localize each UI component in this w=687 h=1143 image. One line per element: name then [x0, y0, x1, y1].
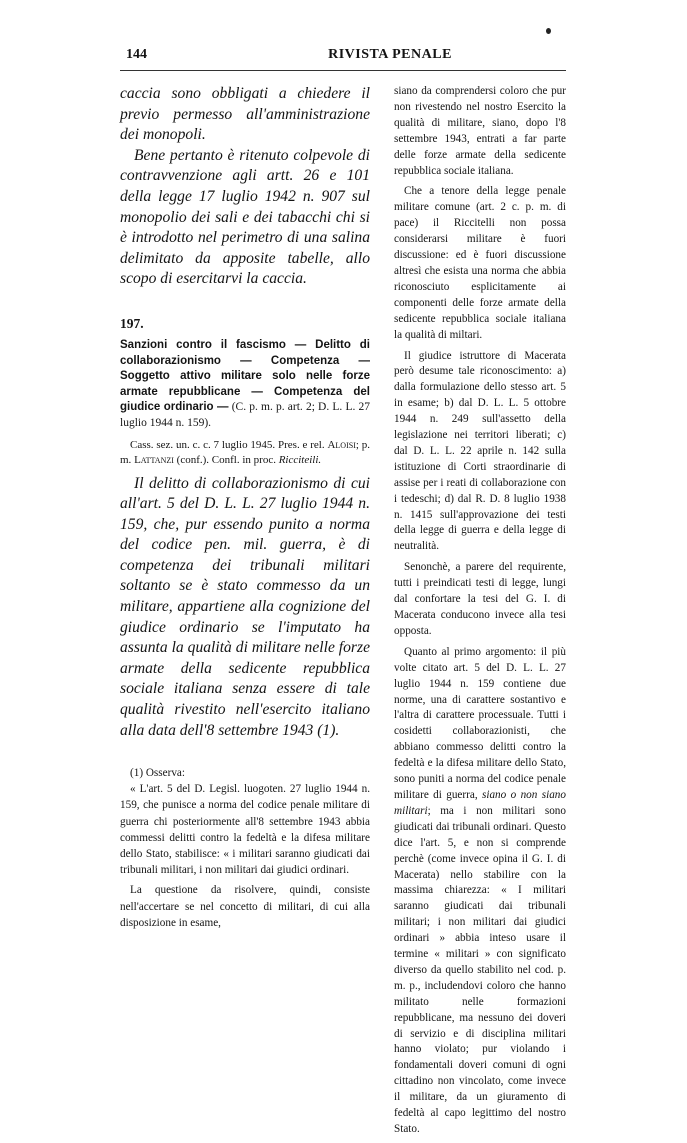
running-title: RIVISTA PENALE	[328, 47, 452, 62]
left-column	[120, 84, 370, 935]
ink-dot	[546, 28, 551, 34]
intro-paragraph: caccia sono obbligati a chiedere il previo permesso all'amministrazione dei monopoli.	[120, 85, 370, 144]
main-maxim: Il delitto di collaborazionismo di cui all'art. 5 del D. L. L. 27 luglio 1944 n. 159, che, pur essendo punito a norma del codice pen. mil. guerra, è di competenza dei tribunali militari soltanto se è stato commesso da un militare, appartiene alla cognizione del giudice ordinario se l'imputato ha assunta la qualità di militare nelle forze armate della sedicente repubblica sociale italiana senza essere di tale qualità rivestito nell'esercito italiano alla data dell'8 settembre 1943 (1).	[120, 474, 370, 739]
citation-president: Aloisi	[327, 438, 356, 451]
case-heading	[120, 338, 370, 432]
p5-lead: Quanto al primo argomento: il più volte citato art. 5 del D. L. L. 27 luglio 1944 n. 159 contiene due norme, una di carattere sostantivo e l'altra di carattere processuale. Tutti i cosidetti collaborazionisti, che abbiano commesso delitti contro la fedeltà e la difesa militare dello Stato, sono puniti a norma del codice penale militare di guerra,	[394, 645, 566, 801]
right-paragraph-5	[394, 645, 566, 1138]
note-label: (1) Osserva:	[130, 767, 185, 780]
note-quote: « L'art. 5 del D. Legisl. luogoten. 27 luglio 1944 n. 159, che punisce a norma del codice penale militare di guerra chi posteriormente all'8 settembre 1943 abbia commessi delitti contro la fedeltà e la difesa militare dello Stato, stabilisce: « i militari saranno giudicati dai tribunali militari, i non militari dai giudici ordinari.	[120, 783, 370, 877]
heading-refs: (C. p. m. p. art. 2; D. L. L. 27 luglio 1944 n. 159).	[120, 401, 370, 429]
p5-italic: siano o non siano militari	[394, 788, 566, 817]
p5-tail: ; ma i non militari sono giudicati dai tribunali ordinari. Questo dice l'art. 5, e non si comprende perchè (come invece opina il G. I. di Macerata) nello stabilire con la massima chiarezza: « I militari saranno giudicati dai tribunali militari; i non militari dai giudici ordinari » abbia inteso usare il termine « militari » con significato diverso da quello stabilito nel cod. p. m. p., includendovi coloro che hanno militato nelle formazioni repubblicane, ma nessuno dei doveri di servizio e di disciplina militari hanno violato; pur violando i fondamentali doveri comuni di ogni cittadino non vincolato, come invece il militare, da un giuramento di fedeltà al capo legittimo del nostro Stato.	[394, 804, 566, 1135]
right-paragraph-4: Senonchè, a parere del requirente, tutti i preindicati testi di legge, lungi dal confortare la tesi del G. I. di Macerata conducono invece alla tesi opposta.	[394, 561, 566, 637]
right-paragraph-3: Il giudice istruttore di Macerata però desume tale riconoscimento: a) dalla formulazione dello stesso art. 5 in esame; b) dal D. L. L. 5 ottobre 1944 n. 249 sull'assetto della legislazione nei territori liberati; c) dal D. L. L. 22 aprile n. 142 sulla istituzione di Corti straordinarie di assise per i reati di collaborazione con i tedeschi; d) dal R. D. 8 luglio 1938 n. 1415 sull'approvazione dei testi della legge di guerra e della legge di neutralità.	[394, 349, 566, 553]
maxim-paragraph: Bene pertanto è ritenuto colpevole di contravvenzione agli artt. 26 e 101 della legge 17 luglio 1942 n. 907 sul monopolio dei sali e dei tabacchi chi si è introdotto nel perimetro di una salina delimitato da apposite tabelle, allo scopo di esercitarvi la caccia.	[120, 146, 370, 288]
citation-pm-name: Lattanzi	[134, 453, 174, 466]
right-column	[394, 84, 566, 1143]
citation-pm-label: ; p. m.	[120, 438, 371, 466]
citation-tail: (conf.). Confl. in proc.	[173, 453, 279, 466]
citation-court: Cass. sez. un. c. c. 7 luglio 1945. Pres. e rel.	[130, 438, 328, 451]
citation-proceeding: Ricciteili.	[278, 453, 322, 466]
note-question: La questione da risolvere, quindi, consiste nell'accertare se nel concetto di militari, di cui alla disposizione in esame,	[120, 884, 370, 929]
case-number: 197.	[120, 315, 144, 331]
case-citation	[120, 438, 370, 468]
header-rule	[120, 70, 566, 71]
right-paragraph-2: Che a tenore della legge penale militare comune (art. 2 c. p. m. di pace) il Riccitelli non possa considerarsi militare è fuori discussione: ed è fuori discussione altresì che esista una norma che abbia riconosciuto esplicitamente ai componenti delle forze armate della sedicente repubblica sociale italiana la qualità di miltari.	[394, 185, 566, 341]
page-number: 144	[126, 47, 147, 62]
heading-bold: Sanzioni contro il fascismo — Delitto di collaborazionismo — Competenza — Soggetto attivo militare solo nelle forze armate repubblicane — Competenza del giudice ordinario —	[120, 338, 370, 414]
right-paragraph-1: siano da comprendersi coloro che pur non rivestendo nel nostro Esercito la qualità di militare, siano, dopo l'8 settembre 1943, entrati a far parte delle forze armate della sedicente repubblica sociale italiana.	[394, 85, 566, 177]
